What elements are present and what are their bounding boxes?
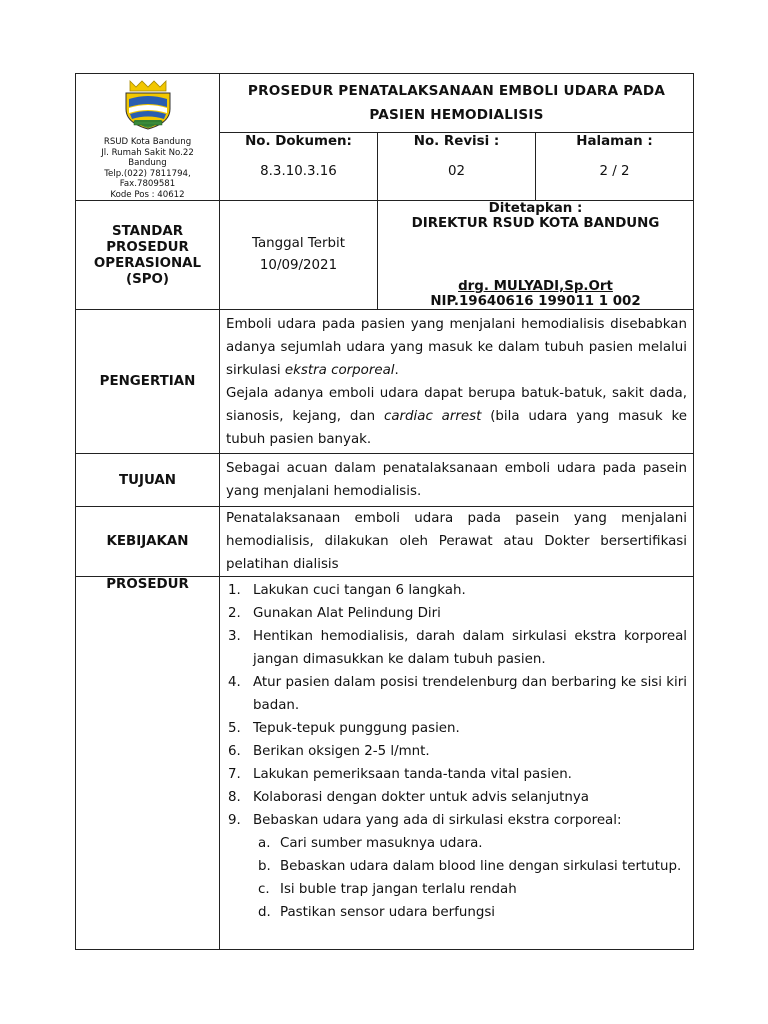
step-text: Hentikan hemodialisis, darah dalam sirkulasi ekstra korporeal jangan dimasukkan ke dalam tubuh pasien. [253, 629, 688, 667]
step-number: 5. [228, 721, 241, 736]
pengertian-paragraph-1: Emboli udara pada pasien yang menjalani hemodialisis disebabkan adanya sejumlah udara yang masuk ke dalam tubuh pasien melalui sirkulasi ekstra corporeal. [226, 316, 688, 378]
procedure-step [226, 579, 687, 602]
org-name: RSUD Kota Bandung [103, 137, 192, 147]
substep-text: Pastikan sensor udara berfungsi [280, 905, 496, 920]
procedure-step [226, 625, 687, 671]
org-fax: Fax.7809581 [119, 179, 176, 189]
doc-number-label: No. Dokumen: [245, 134, 352, 150]
procedure-step [226, 602, 687, 625]
kebijakan-content: Penatalaksanaan emboli udara pada pasein yang menjalani hemodialisis, dilakukan oleh Perawat atau Dokter bersertifikasi pelatihan dialisis [220, 507, 694, 577]
substep-text: Bebaskan udara dalam blood line dengan sirkulasi tertutup. [280, 859, 682, 874]
step-text: Kolaborasi dengan dokter untuk advis selanjutnya [253, 790, 589, 805]
approval-label: Ditetapkan : [488, 201, 583, 216]
org-city: Bandung [128, 158, 167, 168]
step-number: 7. [228, 767, 241, 782]
tujuan-label: TUJUAN [76, 454, 220, 507]
pengertian-content [220, 310, 694, 454]
kebijakan-label: KEBIJAKAN [76, 507, 220, 577]
page-value: 2 / 2 [599, 164, 630, 180]
step-text: Lakukan pemeriksaan tanda-tanda vital pasien. [253, 767, 572, 782]
step-number: 1. [228, 583, 241, 598]
logo-cell [76, 74, 220, 201]
spo-table [75, 73, 694, 950]
substep-letter: b. [258, 859, 271, 874]
step-number: 2. [228, 606, 241, 621]
page-cell [536, 133, 694, 201]
procedure-substeps-container [226, 832, 687, 924]
step-text: Atur pasien dalam posisi trendelenburg dan berbaring ke sisi kiri badan. [253, 675, 688, 713]
substep-text: Cari sumber masuknya udara. [280, 836, 483, 851]
procedure-substep [253, 878, 687, 901]
doc-number-cell [220, 133, 378, 201]
step-text: Lakukan cuci tangan 6 langkah. [253, 583, 466, 598]
procedure-substeps [226, 832, 687, 924]
step-number: 6. [228, 744, 241, 759]
signer-name: drg. MULYADI,Sp.Ort [458, 279, 613, 294]
procedure-substep [253, 855, 687, 878]
tujuan-content: Sebagai acuan dalam penatalaksanaan emboli udara pada pasein yang menjalani hemodialisis. [220, 454, 694, 507]
procedure-substep [253, 832, 687, 855]
step-number: 9. [228, 813, 241, 828]
prosedur-content [220, 577, 694, 950]
procedure-substep [253, 901, 687, 924]
procedure-step [226, 809, 687, 832]
director-title: DIREKTUR RSUD KOTA BANDUNG [411, 216, 660, 231]
approval-cell [378, 201, 694, 310]
spo-document [75, 73, 693, 950]
prosedur-label: PROSEDUR [76, 577, 220, 950]
substep-letter: a. [258, 836, 271, 851]
substep-letter: c. [258, 882, 270, 897]
org-address [76, 137, 219, 200]
signer-nip: NIP.19640616 199011 1 002 [430, 294, 641, 309]
step-number: 3. [228, 629, 241, 644]
pengertian-paragraph-2: Gejala adanya emboli udara dapat berupa batuk-batuk, sakit dada, sianosis, kejang, dan cardiac arrest (bila udara yang masuk ke tubuh pasien banyak. [226, 385, 688, 447]
org-street: Jl. Rumah Sakit No.22 [101, 147, 194, 158]
revision-value: 02 [447, 164, 466, 180]
step-text: Bebaskan udara yang ada di sirkulasi ekstra corporeal: [253, 813, 622, 828]
document-title: PROSEDUR PENATALAKSANAAN EMBOLI UDARA PADA PASIEN HEMODIALISIS [220, 74, 694, 133]
org-postcode: Kode Pos : 40612 [110, 189, 185, 200]
step-text: Berikan oksigen 2-5 l/mnt. [253, 744, 430, 759]
issue-date-value: 10/09/2021 [259, 258, 338, 273]
step-text: Gunakan Alat Pelindung Diri [253, 606, 441, 621]
procedure-step [226, 786, 687, 809]
procedure-step [226, 740, 687, 763]
step-number: 4. [228, 675, 241, 690]
pengertian-label: PENGERTIAN [76, 310, 220, 454]
prosedur-steps [226, 579, 687, 924]
org-phone: Telp.(022) 7811794, [104, 168, 191, 179]
step-number: 8. [228, 790, 241, 805]
revision-cell [378, 133, 536, 201]
spo-label: STANDAR PROSEDUR OPERASIONAL (SPO) [76, 201, 220, 310]
rsud-bandung-logo-icon [122, 77, 174, 131]
issue-date-cell [220, 201, 378, 310]
procedure-step [226, 763, 687, 786]
substep-text: Isi buble trap jangan terlalu rendah [280, 882, 517, 897]
page-label: Halaman : [576, 134, 653, 150]
revision-label: No. Revisi : [413, 134, 500, 150]
procedure-step [226, 717, 687, 740]
substep-letter: d. [258, 905, 271, 920]
procedure-step [226, 671, 687, 717]
doc-number-value: 8.3.10.3.16 [260, 164, 337, 180]
issue-date-label: Tanggal Terbit [252, 236, 345, 251]
step-text: Tepuk-tepuk punggung pasien. [253, 721, 460, 736]
